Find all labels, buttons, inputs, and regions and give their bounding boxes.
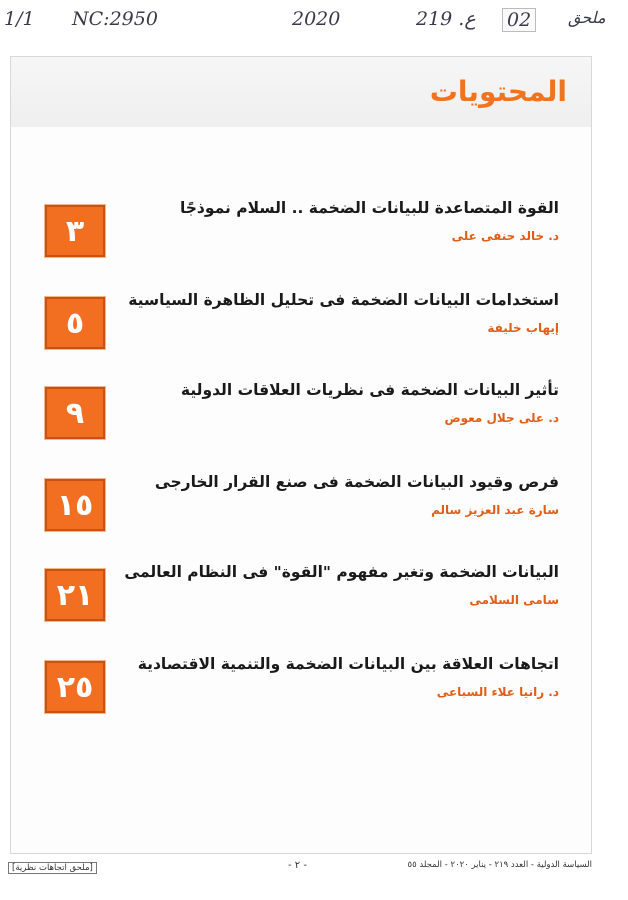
handwritten-issue: 219 .ع — [416, 8, 476, 30]
handwritten-annotations — [0, 8, 628, 44]
entry-author: إيهاب خليفة — [487, 321, 559, 335]
entry-title: اتجاهات العلاقة بين البيانات الضخمة والتنمية الاقتصادية — [137, 655, 559, 673]
contents-entry[interactable] — [11, 473, 591, 539]
contents-entry[interactable] — [11, 291, 591, 357]
entry-title: فرص وقيود البيانات الضخمة فى صنع القرار الخارجى — [154, 473, 559, 491]
contents-page — [10, 56, 592, 854]
page-number-box: ١٥ — [45, 479, 105, 531]
handwritten-corner-note: ملحق — [568, 8, 606, 27]
page-number-box: ٥ — [45, 297, 105, 349]
footer-page-number: - ٢ - — [288, 860, 307, 871]
footer-publication-info: السياسة الدولية - العدد ٢١٩ - يناير ٢٠٢٠ - المجلد ٥٥ — [407, 860, 592, 870]
contents-entry[interactable] — [11, 563, 591, 629]
entry-title: استخدامات البيانات الضخمة فى تحليل الظاهرة السياسية — [128, 291, 559, 309]
entry-title: البيانات الضخمة وتغير مفهوم "القوة" فى النظام العالمى — [124, 563, 559, 581]
page-number-box: ٢١ — [45, 569, 105, 621]
handwritten-fraction: 1/1 — [4, 8, 35, 30]
footer-supplement-label: [ملحق اتجاهات نظرية] — [8, 862, 97, 874]
entry-author: د. رانيا علاء السباعى — [436, 685, 559, 699]
handwritten-year: 2020 — [292, 8, 341, 30]
entry-title: تأثير البيانات الضخمة فى نظريات العلاقات الدولية — [180, 381, 559, 399]
entry-title: القوة المتصاعدة للبيانات الضخمة .. السلام نموذجًا — [179, 199, 559, 217]
handwritten-boxed-number: 02 — [502, 8, 536, 32]
page-number-box: ٩ — [45, 387, 105, 439]
contents-entry[interactable] — [11, 381, 591, 447]
entry-author: سارة عبد العزيز سالم — [431, 503, 559, 517]
page-number-box: ٢٥ — [45, 661, 105, 713]
entry-author: د. خالد حنفى على — [451, 229, 559, 243]
contents-entry[interactable] — [11, 655, 591, 721]
contents-entry[interactable] — [11, 199, 591, 265]
entry-author: د. على جلال معوض — [444, 411, 559, 425]
handwritten-code: NC:2950 — [72, 8, 158, 30]
page-footer — [0, 858, 628, 878]
page-number-box: ٣ — [45, 205, 105, 257]
page-title: المحتويات — [429, 75, 567, 108]
entry-author: سامى السلامى — [469, 593, 559, 607]
